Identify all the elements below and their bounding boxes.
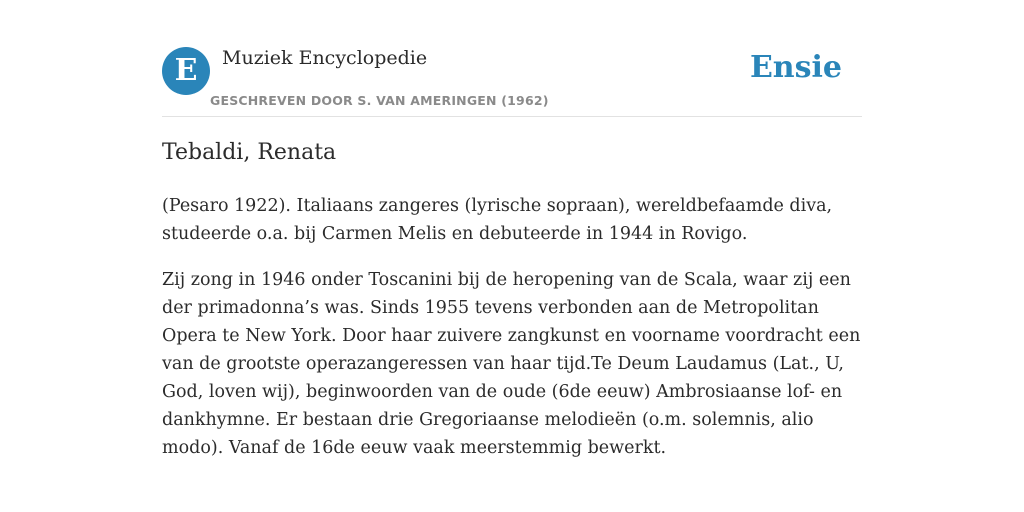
book-title[interactable]: Muziek Encyclopedie (222, 47, 428, 69)
entry-paragraph: (Pesaro 1922). Italiaans zangeres (lyrische sopraan), wereldbefaamde diva, studeerde o.a. bij Carmen Melis en debuteerde in 1944 in Rovigo. (162, 196, 833, 244)
entry-title: Tebaldi, Renata (162, 140, 337, 165)
author-byline: GESCHREVEN DOOR S. VAN AMERINGEN (1962) (210, 93, 549, 108)
ensie-brand-logo[interactable]: Ensie (749, 50, 842, 85)
entry-paragraph: Zij zong in 1946 onder Toscanini bij de heropening van de Scala, waar zij een der primadonna’s was. Sinds 1955 tevens verbonden aan de Metropolitan Opera te New York. Door haar zuivere zangkunst en voorname voordracht een van de grootste operazangeressen van haar tijd.Te Deum Laudamus (Lat., U, God, loven wij), beginwoorden van de oude (6de eeuw) Ambrosiaanse lof- en dankhymne. Er bestaan drie Gregoriaanse melodieën (o.m. solemnis, alio modo). Vanaf de 16de eeuw vaak meerstemmig bewerkt. (162, 270, 861, 458)
entry-body (162, 192, 862, 480)
header (162, 45, 862, 117)
ensie-logo-icon[interactable]: E (162, 47, 210, 95)
